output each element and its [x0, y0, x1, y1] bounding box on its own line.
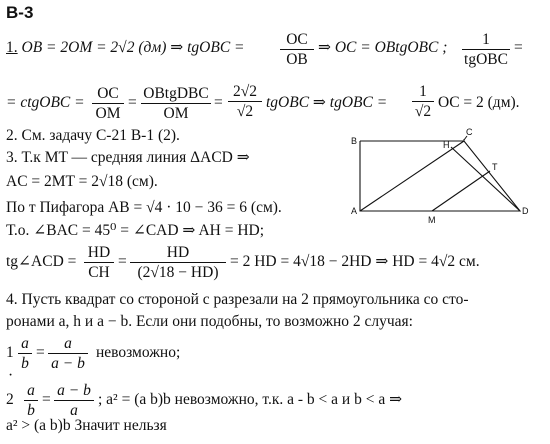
fraction-a-minus-b-a: [54, 383, 94, 418]
fraction-numerator: HD: [130, 245, 226, 263]
equals-sign: =: [514, 39, 523, 56]
vertex-label-a: A: [351, 206, 358, 216]
fraction-numerator: OBtgDBC: [141, 86, 211, 104]
fraction-2sqrt2-sqrt2: [228, 84, 262, 119]
point-label-h: H: [443, 140, 450, 150]
fraction-numerator: OC: [92, 86, 124, 104]
tangent-label: tg∠ACD =: [6, 253, 77, 270]
fraction-hd-ch: [84, 245, 114, 280]
trapezoid-outline: [360, 141, 520, 211]
solution-3-line-3: По т Пифагора AB = √4 · 10 − 36 = 6 (см).: [6, 199, 282, 216]
fraction-numerator: a: [24, 383, 38, 401]
fraction-numerator: a: [18, 336, 32, 354]
solution-4-line-2: ронами a, h и a − b. Если они подобны, то возможно 2 случая:: [6, 313, 413, 330]
equation-part: OB = 2OM = 2√2 (дм) ⇒ tgOBC =: [21, 39, 245, 56]
geometry-figure: [344, 126, 544, 226]
fraction-numerator: OC: [280, 32, 314, 50]
fraction-denominator: a: [70, 401, 78, 419]
fraction-oc-ob: [280, 32, 314, 67]
solution-4-line-1: 4. Пусть квадрат со стороной c разрезали на 2 прямоугольника со сто-: [6, 291, 469, 308]
solution-2-line: 2. См. задачу С-21 В-1 (2).: [6, 127, 180, 144]
fraction-denominator: OM: [163, 104, 189, 122]
fraction-numerator: 1: [462, 32, 510, 50]
fraction-numerator: 1: [412, 84, 434, 102]
fraction-denominator: CH: [88, 263, 110, 281]
segment-hd: [451, 147, 520, 211]
fraction-denominator: √2: [236, 102, 254, 120]
equation-part: ⇒ OC = OBtgOBC ;: [318, 39, 448, 56]
solution-3-line-4: Т.о. ∠BAC = 45⁰ = ∠CAD ⇒ AH = HD;: [6, 222, 265, 239]
vertex-label-d: D: [522, 206, 529, 216]
fraction-denominator: b: [27, 401, 35, 419]
fraction-numerator: HD: [84, 245, 114, 263]
equation-part: tgOBC ⇒ tgOBC =: [266, 94, 388, 111]
fraction-numerator: 2√2: [228, 84, 262, 102]
vertex-label-c: C: [466, 127, 473, 137]
fraction-a-a-minus-b: [48, 336, 88, 371]
fraction-denominator: (2√18 − HD): [137, 263, 219, 281]
dot-mark: ·: [8, 367, 14, 384]
equals-sign: =: [214, 94, 223, 111]
vertex-label-b: B: [351, 136, 358, 146]
fraction-1-tgobc: [462, 32, 510, 67]
equation-part: OC = 2 (дм).: [438, 94, 520, 111]
equals-sign: =: [128, 94, 137, 111]
section-heading: В-3: [6, 3, 34, 22]
fraction-1-sqrt2: [412, 84, 434, 119]
solution-1-line-1: [6, 40, 245, 56]
equation-part: = 2 HD = 4√18 − 2HD ⇒ HD = 4√2 см.: [230, 253, 480, 270]
solution-3-line-1: 3. Т.к MT — средняя линия ΔACD ⇒: [6, 149, 250, 166]
point-label-t: T: [492, 162, 498, 172]
item-number-1: 1.: [6, 39, 18, 56]
case-1-number: 1: [6, 344, 14, 361]
fraction-denominator: a − b: [51, 354, 85, 372]
solution-3-line-2: AC = 2MT = 2√18 (см).: [6, 173, 158, 190]
diagonal-ac: [360, 141, 464, 211]
case-1-conclusion: невозможно;: [96, 344, 181, 361]
final-conclusion: a² > (a b)b Значит нельзя: [6, 417, 167, 434]
midline-mt: [432, 171, 490, 211]
point-label-m: M: [428, 215, 436, 225]
fraction-a-b: [18, 336, 32, 371]
case-2-number: 2: [6, 391, 14, 408]
fraction-denominator: OM: [95, 104, 121, 122]
equation-part: = ctgOBC =: [6, 94, 85, 111]
equals-sign: =: [42, 391, 51, 408]
fraction-oc-om: [92, 86, 124, 121]
fraction-obtgdbc-om: [141, 86, 211, 121]
case-2-conclusion: ; a² = (a b)b невозможно, т.к. a - b < a и b < a ⇒: [98, 391, 403, 408]
equals-sign: =: [36, 344, 45, 361]
fraction-denominator: √2: [414, 102, 432, 120]
fraction-numerator: a: [48, 336, 88, 354]
fraction-numerator: a − b: [54, 383, 94, 401]
fraction-hd-expression: [130, 245, 226, 280]
fraction-denominator: b: [21, 354, 29, 372]
fraction-denominator: tgOBC: [464, 50, 508, 68]
fraction-denominator: OB: [286, 50, 308, 68]
fraction-a-b: [24, 383, 38, 418]
equals-sign: =: [118, 253, 127, 270]
